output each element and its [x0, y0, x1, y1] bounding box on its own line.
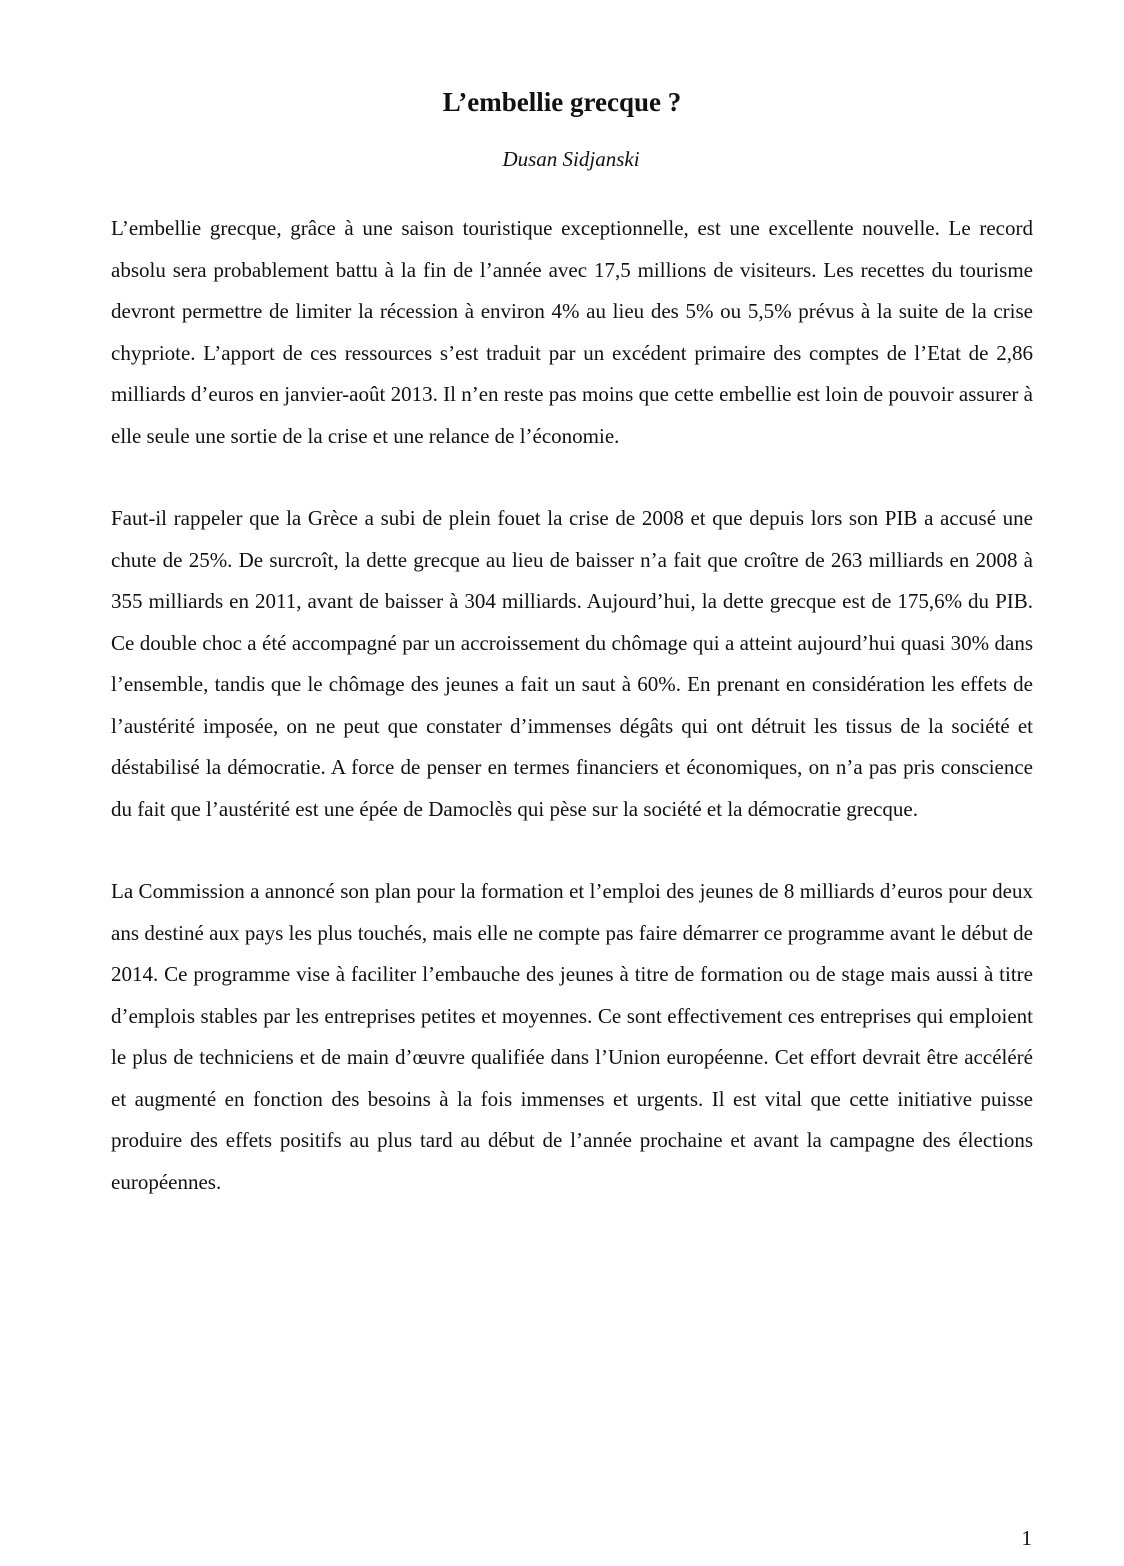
paragraph-3: La Commission a annoncé son plan pour la formation et l’emploi des jeunes de 8 milliards d’euros pour deux ans destiné aux pays les plus touchés, mais elle ne compte pas faire démarrer ce programme avant le début de 2014. Ce programme vise à faciliter l’embauche des jeunes à titre de formation ou de stage mais aussi à titre d’emplois stables par les entreprises petites et moyennes. Ce sont effectivement ces entreprises qui emploient le plus de techniciens et de main d’œuvre qualifiée dans l’Union européenne. Cet effort devrait être accéléré et augmenté en fonction des besoins à la fois immenses et urgents. Il est vital que cette initiative puisse produire des effets positifs au plus tard au début de l’année prochaine et avant la campagne des élections européennes.: [111, 879, 1033, 1194]
page-number: 1: [1021, 1526, 1032, 1550]
document-title: L’embellie grecque ?: [442, 87, 682, 117]
document-author: Dusan Sidjanski: [502, 147, 640, 171]
document-body: [111, 208, 1033, 1244]
paragraph-2: Faut-il rappeler que la Grèce a subi de plein fouet la crise de 2008 et que depuis lors son PIB a accusé une chute de 25%. De surcroît, la dette grecque au lieu de baisser n’a fait que croître de 263 milliards en 2008 à 355 milliards en 2011, avant de baisser à 304 milliards. Aujourd’hui, la dette grecque est de 175,6% du PIB. Ce double choc a été accompagné par un accroissement du chômage qui a atteint aujourd’hui quasi 30% dans l’ensemble, tandis que le chômage des jeunes a fait un saut à 60%. En prenant en considération les effets de l’austérité imposée, on ne peut que constater d’immenses dégâts qui ont détruit les tissus de la société et déstabilisé la démocratie. A force de penser en termes financiers et économiques, on n’a pas pris conscience du fait que l’austérité est une épée de Damoclès qui pèse sur la société et la démocratie grecque.: [111, 506, 1033, 821]
paragraph-1: L’embellie grecque, grâce à une saison touristique exceptionnelle, est une excellente nouvelle. Le record absolu sera probablement battu à la fin de l’année avec 17,5 millions de visiteurs. Les recettes du tourisme devront permettre de limiter la récession à environ 4% au lieu des 5% ou 5,5% prévus à la suite de la crise chypriote. L’apport de ces ressources s’est traduit par un excédent primaire des comptes de l’Etat de 2,86 milliards d’euros en janvier-août 2013. Il n’en reste pas moins que cette embellie est loin de pouvoir assurer à elle seule une sortie de la crise et une relance de l’économie.: [111, 216, 1033, 448]
